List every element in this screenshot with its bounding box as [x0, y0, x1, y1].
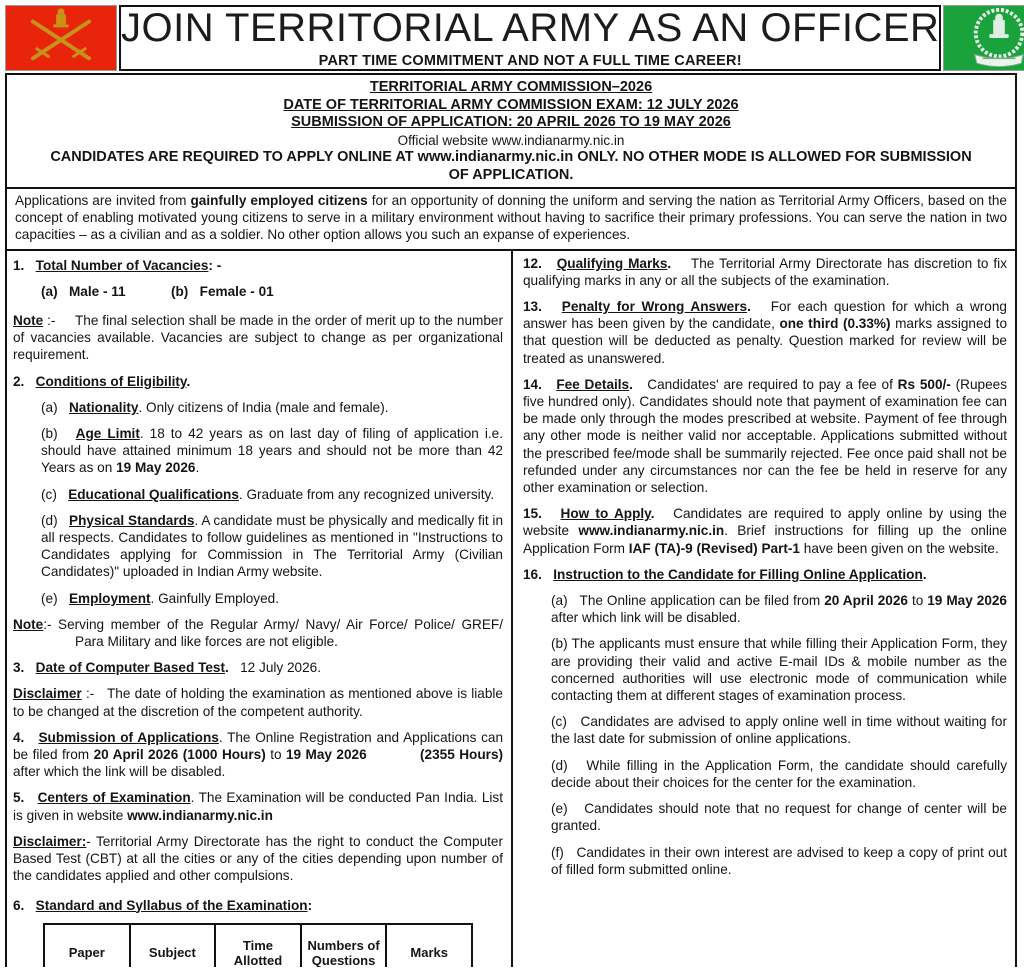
text-run: Fee Details	[556, 376, 630, 392]
indian-army-crest-icon	[5, 5, 117, 71]
text-run: (b) Female - 01	[170, 283, 274, 299]
paragraph	[551, 844, 1007, 878]
paragraph	[13, 897, 503, 914]
title-box	[119, 5, 941, 71]
text-run: after which link will be disabled.	[551, 610, 741, 626]
text-run: - Territorial Army Directorate has the right to conduct the Computer Based Test (CBT) at all the cities or any of the cities depending upon number of the candidates applied and other compulsions.	[13, 833, 503, 884]
text-run: Candidates are required to apply online by using the website	[523, 506, 1007, 539]
text-run: . Gainfully Employed.	[150, 590, 279, 606]
text-run: 16.	[523, 566, 554, 582]
text-run: 19 May 2026	[285, 747, 367, 763]
text-run: 1.	[13, 257, 36, 273]
paragraph	[551, 592, 1007, 626]
text-run: :- The date of holding the examination as mentioned above is liable to be changed at the discretion of the competent authority.	[13, 686, 503, 719]
text-run: .	[922, 566, 927, 582]
text-run: (a) The Online application can be filed from	[551, 593, 825, 609]
text-run: 20 April 2026	[824, 593, 908, 609]
paragraph	[13, 312, 503, 364]
notice-line: SUBMISSION OF APPLICATION: 20 APRIL 2026 TO 19 MAY 2026	[291, 114, 731, 130]
text-run: Candidates' are required to pay a fee of	[632, 376, 898, 392]
notice-block	[7, 75, 1015, 189]
main-box	[5, 73, 1017, 967]
paragraph	[41, 283, 503, 300]
two-column-body	[7, 251, 1015, 967]
paragraph	[41, 486, 503, 503]
text-run: to	[265, 747, 286, 763]
notice-line: Official website www.indianarmy.nic.in	[397, 132, 625, 148]
text-run: . The Online Registration and Applications can be filed from	[13, 729, 504, 763]
text-run: for an opportunity of donning the uniform and serving the nation as Territorial Army Officers, based on the concept of enabling motivated young citizens to serve in a military environment without having to sacrifice their primary professions. You can serve the nation in two capacities – as a civilian and as a soldier. No other option allows you such an expanse of experiences.	[15, 193, 1007, 243]
paragraph	[13, 729, 503, 781]
text-run: (2355 Hours)	[420, 747, 504, 763]
text-run: :	[307, 897, 313, 913]
text-run: 14.	[523, 376, 557, 392]
text-run: .	[195, 460, 200, 476]
text-run: Disclaimer	[13, 686, 82, 702]
text-run: Physical Standards	[69, 512, 195, 528]
text-run: www.indianarmy.nic.in	[127, 807, 273, 823]
text-run: (a) Male - 11	[41, 283, 126, 299]
text-run: Centers of Examination	[37, 790, 191, 806]
text-run: The Territorial Army Directorate has discretion to fix qualifying marks in any or all the subjects of the examination.	[523, 255, 1007, 288]
text-run: For each question for which a wrong answer has been given by the candidate,	[523, 299, 1007, 332]
table-header-cell: Paper	[44, 924, 130, 967]
text-run: .	[747, 299, 751, 315]
notice-line: DATE OF TERRITORIAL ARMY COMMISSION EXAM: 12 JULY 2026	[283, 96, 739, 113]
text-run: Educational Qualifications	[68, 486, 239, 502]
text-run: How to Apply	[560, 506, 651, 522]
page-subtitle: PART TIME COMMITMENT AND NOT A FULL TIME CAREER!	[318, 53, 742, 69]
text-run: (c)	[41, 486, 69, 502]
paragraph	[523, 376, 1007, 496]
table-header-cell: Numbers of Questions	[301, 924, 387, 967]
text-run: to	[907, 593, 928, 609]
text-run	[126, 284, 171, 299]
page-title: JOIN TERRITORIAL ARMY AS AN OFFICER	[121, 6, 940, 50]
text-run: www.indianarmy.nic.in	[578, 523, 725, 539]
text-run: have been given on the website.	[799, 540, 999, 556]
text-run: Employment	[68, 590, 151, 606]
paragraph	[41, 590, 503, 607]
text-run: (b) The applicants must ensure that while filling their Application Form, they are providing their valid and active E-mail IDs & mobile number as the concerned authorities will use electronic mode of communication while contacting them at different stages of examination process.	[551, 636, 1007, 704]
notice-line: CANDIDATES ARE REQUIRED TO APPLY ONLINE AT www.indianarmy.nic.in ONLY. NO OTHER MODE IS ALLOWED FOR SUBMISSION OF APPLICATION.	[50, 149, 972, 183]
table-header-cell: Time Allotted	[215, 924, 301, 967]
text-run: Nationality	[68, 399, 139, 415]
text-run: (a)	[41, 399, 69, 415]
text-run: Age Limit	[75, 426, 140, 442]
text-run: (Rupees five hundred only). Candidates should note that payment of examination fee can be made only through the modes prescribed at website. Payment of fee through any other mode is neither valid nor acceptable. Applications submitted without the prescribed fee/mode shall be summarily rejected. Fee once paid shall not be refunded under any circumstances nor can the fee be held in reserve for any other examination or selection.	[523, 376, 1008, 496]
paragraph	[13, 659, 503, 676]
text-run: Applications are invited from	[15, 193, 191, 208]
text-run: 13.	[523, 299, 562, 315]
text-run: Conditions of Eligibility	[35, 373, 187, 389]
text-run: 12.	[523, 255, 557, 271]
text-run: (f) Candidates in their own interest are advised to keep a copy of print out of filled form submitted online.	[551, 844, 1007, 877]
intro-paragraph	[7, 189, 1015, 251]
text-run: 20 April 2026 (1000 Hours)	[93, 747, 266, 763]
text-run: 6.	[13, 897, 36, 913]
text-run: :- The final selection shall be made in the order of merit up to the number of vacancies available. Vacancies are subject to change as per organizational requirement.	[13, 313, 503, 363]
paragraph	[13, 789, 503, 823]
right-paragraphs	[523, 255, 1007, 878]
document-sheet	[5, 5, 1017, 969]
syllabus-table	[43, 923, 473, 967]
text-run: . Graduate from any recognized university.	[238, 486, 495, 502]
paragraph	[13, 616, 503, 650]
paragraph	[523, 298, 1007, 367]
text-run: .	[225, 660, 229, 676]
text-run: (e)	[41, 590, 69, 606]
text-run: .	[667, 255, 672, 271]
text-run: 12 July 2026.	[228, 660, 321, 676]
text-run: .	[629, 376, 633, 392]
paragraph	[41, 399, 503, 416]
text-run: Penalty for Wrong Answers	[561, 299, 748, 315]
paragraph	[551, 757, 1007, 791]
text-run: . Only citizens of India (male and female).	[138, 399, 389, 415]
paragraph	[551, 800, 1007, 834]
text-run: after which the link will be disabled.	[13, 764, 226, 780]
text-run: :- Serving member of the Regular Army/ Navy/ Air Force/ Police/ GREF/ Para Military and like forces are not eligible.	[43, 616, 503, 650]
text-run: (c) Candidates are advised to apply online well in time without waiting for the last date for submission of online applications.	[551, 714, 1007, 747]
text-run: IAF (TA)-9 (Revised) Part-1	[628, 540, 800, 556]
text-run: marks assigned to that question will be deducted as penalty. Question marked for review will be treated as unanswered.	[523, 316, 1008, 366]
left-paragraphs	[13, 257, 503, 914]
paragraph	[41, 512, 503, 581]
text-run: Instruction to the Candidate for Filling Online Application	[553, 566, 923, 582]
paragraph	[13, 685, 503, 719]
text-run: .	[650, 506, 655, 522]
paragraph	[523, 566, 1007, 583]
text-run: (b)	[41, 426, 76, 442]
text-run: 2.	[13, 373, 36, 389]
paragraph	[13, 373, 503, 390]
left-column	[7, 251, 511, 967]
text-run: . The Examination will be conducted Pan India. List is given in website	[13, 790, 503, 823]
paragraph	[41, 425, 503, 477]
text-run: gainfully employed citizens	[190, 193, 368, 208]
text-run	[367, 747, 420, 762]
text-run: Date of Computer Based Test	[35, 660, 226, 676]
text-run: Note	[13, 313, 44, 329]
text-run: . 18 to 42 years as on last day of filing of application i.e. should have attained minimum 18 years and should not be more than 42 Years as on	[41, 426, 503, 476]
text-run: : -	[208, 257, 222, 273]
text-run: Submission of Applications	[38, 729, 219, 745]
text-run: (d) While filling in the Application Form, the candidate should carefully decide about their choices for the center for the examination.	[551, 757, 1007, 790]
text-run: Standard and Syllabus of the Examination	[35, 897, 308, 913]
text-run: (e) Candidates should note that no request for change of center will be granted.	[551, 801, 1007, 834]
table-header-cell: Subject	[130, 924, 216, 967]
paragraph	[551, 713, 1007, 747]
crossed-swords-icon	[6, 6, 116, 70]
paragraph	[13, 833, 503, 885]
text-run: Rs 500/-	[897, 376, 951, 392]
text-run: 19 May 2026	[116, 460, 196, 476]
text-run: Qualifying Marks	[556, 255, 668, 271]
wreath-crest-icon	[944, 6, 1024, 70]
text-run: Note	[13, 616, 44, 632]
paragraph	[523, 505, 1007, 557]
text-run: .	[186, 373, 191, 389]
text-run: (d)	[41, 512, 70, 528]
header-banner	[5, 5, 1017, 71]
paragraph	[13, 257, 503, 274]
text-run: . Brief instructions for filling up the online Application Form	[523, 523, 1007, 556]
text-run: one third (0.33%)	[779, 316, 891, 332]
text-run: Total Number of Vacancies	[35, 257, 209, 273]
text-run: 3.	[13, 660, 36, 676]
text-run: . A candidate must be physically and medically fit in all respects. Candidates to follow guidelines as mentioned in "Instructions to Candidates applying for Commission in The Territorial Army (Civilian Candidates)" uploaded in Indian Army website.	[41, 512, 503, 580]
notice-line: TERRITORIAL ARMY COMMISSION–2026	[369, 79, 653, 95]
territorial-army-crest-icon	[943, 5, 1024, 71]
text-run: 19 May 2026	[927, 593, 1007, 609]
right-column	[511, 251, 1015, 967]
paragraph	[551, 635, 1007, 704]
table-header-cell: Marks	[386, 924, 472, 967]
paragraph	[523, 255, 1007, 289]
text-run: 15.	[523, 506, 561, 522]
text-run: 5.	[13, 790, 38, 806]
text-run: 4.	[13, 729, 39, 745]
syllabus-table-header-row	[44, 924, 472, 967]
text-run: Disclaimer:	[13, 833, 87, 849]
